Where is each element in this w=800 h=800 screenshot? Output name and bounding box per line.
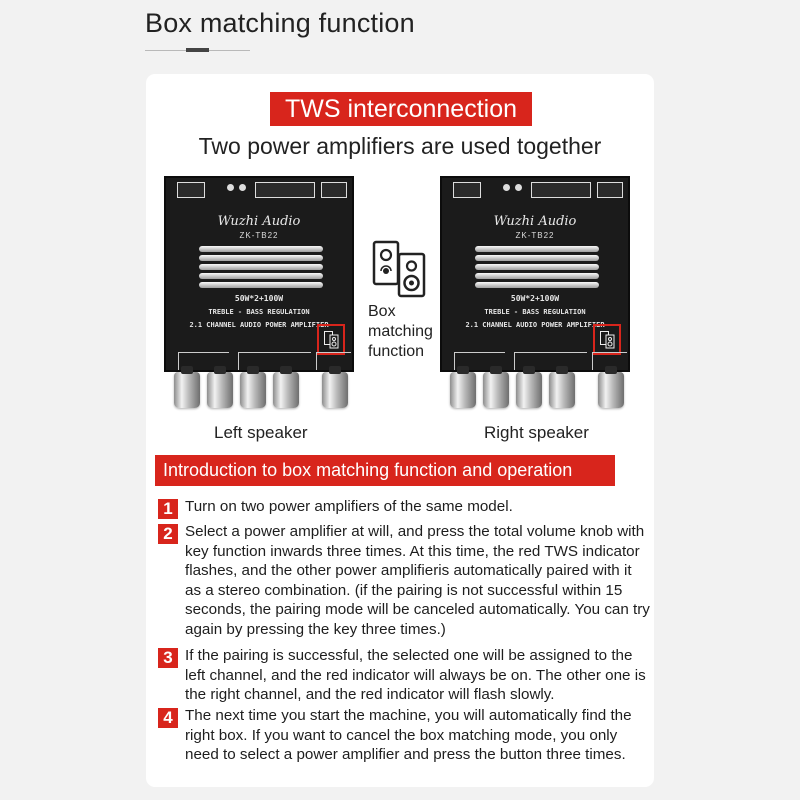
amplifier-channel: 2.1 CHANNEL AUDIO POWER AMPLIFIER	[189, 321, 329, 329]
amplifier-knobs	[450, 372, 625, 408]
box-matching-label-line: Box	[368, 303, 396, 320]
left-speaker-caption: Left speaker	[214, 423, 308, 442]
title-divider-accent	[186, 48, 209, 52]
tws-banner: TWS interconnection	[270, 92, 532, 126]
step-number: 2	[158, 524, 178, 544]
amplifier-regulation: TREBLE - BASS REGULATION	[208, 308, 310, 316]
box-matching-label-line: function	[368, 343, 425, 360]
page-title: Box matching function	[145, 8, 415, 38]
amplifier-top-connectors	[445, 180, 625, 202]
step-number: 3	[158, 648, 178, 668]
amplifier-brand: Wuzhi Audio	[217, 214, 301, 229]
amplifier-power-spec: 50W*2+100W	[234, 294, 284, 303]
amplifier-brand: Wuzhi Audio	[493, 214, 577, 229]
heatsink	[475, 246, 599, 288]
knob	[516, 372, 542, 408]
speaker-pair-icon	[371, 240, 427, 300]
speaker-pair-icon	[324, 331, 339, 349]
step-item	[158, 524, 650, 642]
knob	[549, 372, 575, 408]
knob	[483, 372, 509, 408]
amplifier-regulation: TREBLE - BASS REGULATION	[484, 308, 586, 316]
step-text: If the pairing is successful, the selected one will be assigned to the left channel, and the red indicator will always be on. The other one is the right channel, and the red indicator will flash slowly.	[185, 647, 646, 704]
box-matching-label	[368, 302, 433, 362]
amplifier-channel: 2.1 CHANNEL AUDIO POWER AMPLIFIER	[465, 321, 605, 329]
amplifier-top-connectors	[169, 180, 349, 202]
amplifier-model: ZK-TB22	[239, 231, 279, 240]
box-matching-label-line: matching	[368, 323, 433, 340]
step-text: Select a power amplifier at will, and press the total volume knob with key function inwards three times. At this time, the red TWS indicator flashes, and the other power amplifieris automatically paired with it as a stereo combination. (if the pairing is not successful within 15 seconds, the pairing mode will be canceled automatically. You can try again by pressing the key three times.)	[185, 523, 650, 638]
amplifier-left-image	[164, 176, 354, 408]
amplifier-knobs	[174, 372, 349, 408]
intro-banner: Introduction to box matching function and operation	[155, 455, 615, 486]
knob	[273, 372, 299, 408]
amplifier-model: ZK-TB22	[515, 231, 555, 240]
step-item	[158, 648, 650, 708]
step-text: Turn on two power amplifiers of the same model.	[185, 498, 513, 515]
knob	[240, 372, 266, 408]
step-item	[158, 499, 650, 519]
speaker-pair-icon	[600, 331, 615, 349]
knob	[207, 372, 233, 408]
right-speaker-caption: Right speaker	[484, 423, 589, 442]
amplifier-power-spec: 50W*2+100W	[510, 294, 560, 303]
knob	[174, 372, 200, 408]
step-number: 4	[158, 708, 178, 728]
amplifier-board	[440, 176, 630, 372]
volume-knob	[322, 372, 348, 408]
heatsink	[199, 246, 323, 288]
step-number: 1	[158, 499, 178, 519]
tws-subtitle: Two power amplifiers are used together	[198, 133, 602, 159]
amplifier-bottom-labels	[442, 349, 632, 372]
knob	[450, 372, 476, 408]
amplifier-right-image	[440, 176, 630, 408]
step-item	[158, 708, 650, 788]
step-text: The next time you start the machine, you will automatically find the right box. If you want to cancel the box matching mode, you only need to select a power amplifier and press the button three times.	[185, 707, 632, 764]
amplifier-bottom-labels	[166, 349, 356, 372]
amplifier-board	[164, 176, 354, 372]
volume-knob	[598, 372, 624, 408]
